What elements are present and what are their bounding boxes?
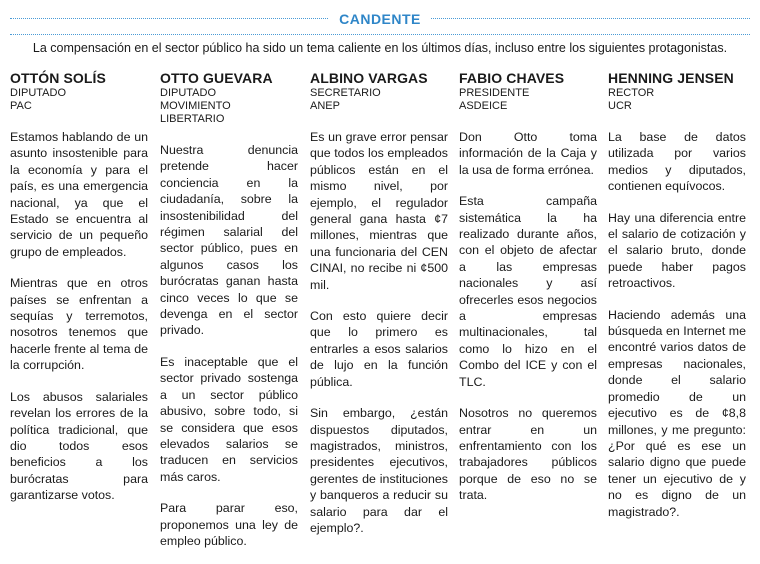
person-name: OTTO GUEVARA: [160, 70, 273, 86]
quote-body: [310, 129, 448, 536]
quote-body: [160, 142, 298, 549]
quote-paragraph: Don Otto toma información de la Caja y la usa de forma errónea.: [459, 130, 597, 177]
quote-paragraph: Nuestra denuncia pretende hacer conciencia en la ciudadanía, sobre la insostenibilidad del régimen salarial del sector público, pues en algunos casos los burócratas ganan hasta cinco veces lo que se devenga en el sector privado.: [160, 143, 298, 338]
quote-body: [10, 129, 148, 504]
quote-paragraph: Mientras que en otros países se enfrentan a sequías y terremotos, nosotros tenemos que hacerle frente al tema de la corrupción.: [10, 276, 148, 373]
person-role: DIPUTADO: [10, 87, 67, 99]
person-role: DIPUTADO: [160, 87, 217, 99]
person-name: OTTÓN SOLÍS: [10, 70, 106, 86]
person-name: FABIO CHAVES: [459, 70, 565, 86]
column-otton-solis: [10, 70, 148, 519]
quote-paragraph: Estamos hablando de un asunto insostenible para la economía y para el país, es una emergencia nacional, ya que el Estado se encuentra al servicio de un pequeño grupo de empleados.: [10, 130, 148, 259]
column-fabio-chaves: [459, 70, 597, 519]
person-organization: PAC: [10, 100, 32, 112]
person-organization: MOVIMIENTO LIBERTARIO: [160, 100, 231, 125]
quote-body: [459, 129, 597, 504]
quote-paragraph: Esta campaña sistemática la ha realizado durante años, con el objeto de afectar a las empresas nacionales y así ofrecerles esos negocios a empresas multinacionales, tal como lo hizo en el Combo del ICE y con el TLC.: [459, 194, 597, 389]
quote-paragraph: Con esto quiere decir que lo primero es entrarles a esos salarios de lujo en la función pública.: [310, 309, 448, 389]
person-organization: ANEP: [310, 100, 340, 112]
quote-paragraph: Es inaceptable que el sector privado sostenga a un sector público abusivo, sobre todo, si se considera que esos elevados salarios se traducen en servicios más caros.: [160, 354, 298, 484]
quote-paragraph: Los abusos salariales revelan los errores de la política tradicional, que dio todos esos beneficios a los burócratas para garantizarse votos.: [10, 389, 148, 503]
column-henning-jensen: [608, 70, 746, 535]
quote-paragraph: Nosotros no queremos entrar en un enfrentamiento con los trabajadores públicos porque de eso no se trata.: [459, 406, 597, 503]
header-bottom-rule: [10, 34, 750, 35]
person-role: RECTOR: [608, 87, 655, 99]
quote-body: [608, 129, 746, 520]
person-name: HENNING JENSEN: [608, 70, 734, 86]
column-albino-vargas: [310, 70, 448, 551]
section-header: [0, 0, 760, 36]
quote-paragraph: Haciendo además una búsqueda en Internet me encontré varios datos de empresas nacionales, donde el salario promedio de un ejecutivo es de ¢8,8 millones, y me pregunto: ¿Por qué es ese un salario digno que puede tener un ejecutivo de y no es digno de un magistrado?.: [608, 307, 746, 519]
section-title: CANDENTE: [329, 11, 431, 27]
column-otto-guevara: [160, 70, 298, 564]
person-organization: ASDEICE: [459, 100, 508, 112]
quote-paragraph: Sin embargo, ¿están dispuestos diputados, magistrados, ministros, presidentes ejecutivos, gerentes de instituciones y banqueros a reducir su salario para dar el ejemplo?.: [310, 406, 448, 535]
section-title-wrap: [0, 11, 760, 29]
quote-paragraph: La base de datos utilizada por varios medios y diputados, contienen equívocos.: [608, 130, 746, 194]
person-name: ALBINO VARGAS: [310, 70, 428, 86]
person-role: SECRETARIO: [310, 87, 381, 99]
intro-text: La compensación en el sector público ha sido un tema caliente en los últimos días, incluso entre los siguientes protagonistas.: [32, 41, 728, 55]
quote-paragraph: Hay una diferencia entre el salario de cotización y el salario bruto, donde puede haber pagos retroactivos.: [608, 210, 746, 291]
quote-paragraph: Es un grave error pensar que todos los empleados públicos están en el mismo nivel, por ejemplo, el regulador general gana hasta ¢7 millones, mientras que una funcionaria del CEN CINAI, no recibe ni ¢500 mil.: [310, 130, 448, 292]
person-role: PRESIDENTE: [459, 87, 530, 99]
quotes-columns: [10, 70, 754, 548]
person-organization: UCR: [608, 100, 632, 112]
quote-paragraph: Para parar eso, proponemos una ley de empleo público.: [160, 501, 298, 548]
